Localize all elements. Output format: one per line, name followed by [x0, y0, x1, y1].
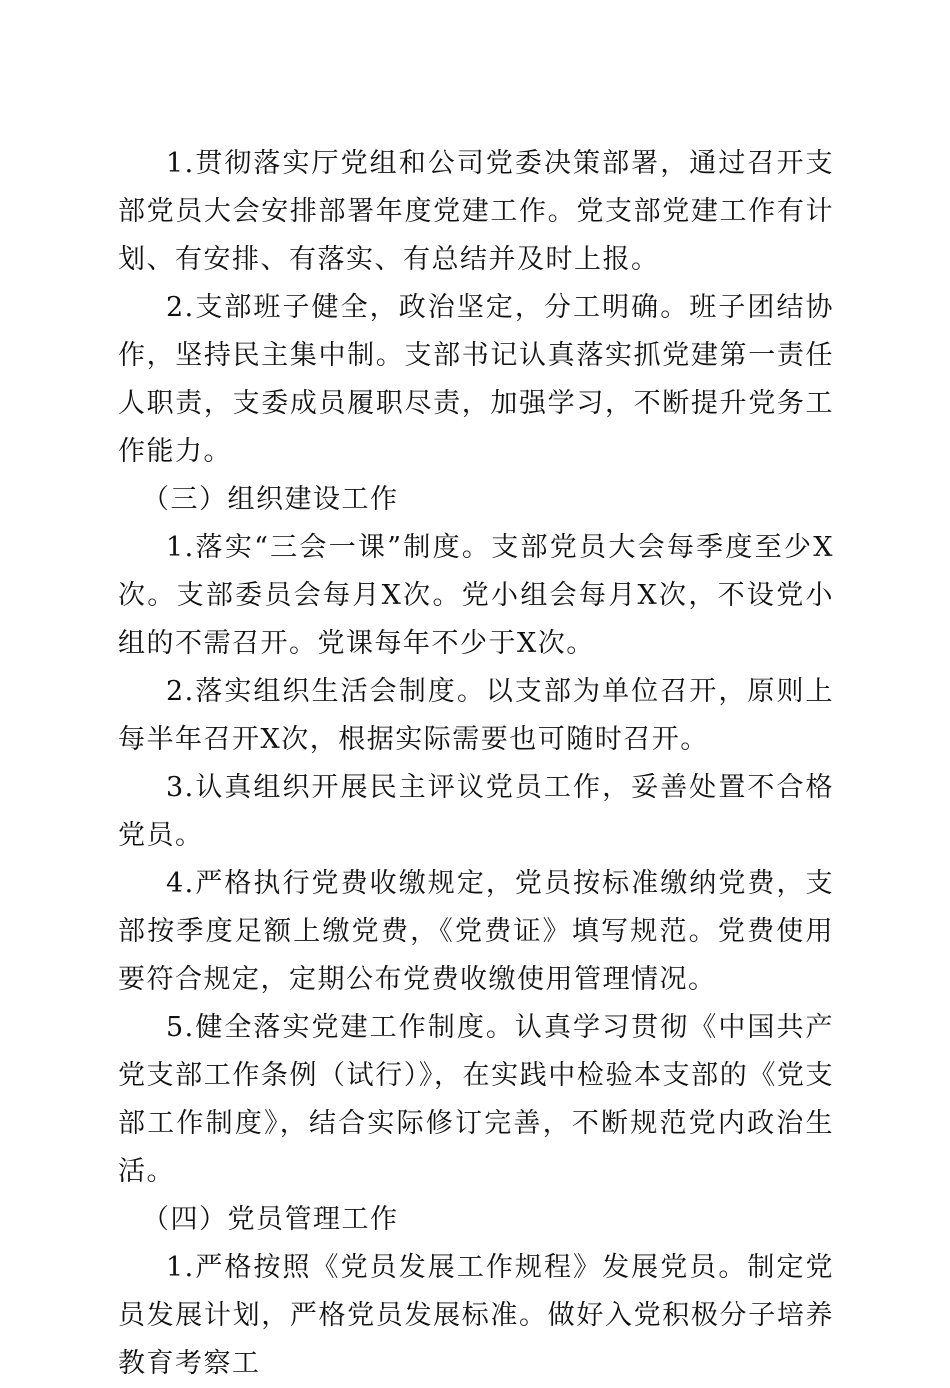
document-body	[118, 140, 834, 1388]
section-heading-3: （三）组织建设工作	[142, 484, 399, 515]
paragraph-3-3: 3.认真组织开展民主评议党员工作，妥善处置不合格党员。	[118, 772, 834, 851]
paragraph-3-2: 2.落实组织生活会制度。以支部为单位召开，原则上每半年召开X次，根据实际需要也可随时召开。	[118, 676, 834, 755]
paragraph-3-1: 1.落实“三会一课”制度。支部党员大会每季度至少X次。支部委员会每月X次。党小组会每月X次，不设党小组的不需召开。党课每年不少于X次。	[118, 532, 834, 659]
paragraph-2-1-2: 2.支部班子健全，政治坚定，分工明确。班子团结协作，坚持民主集中制。支部书记认真落实抓党建第一责任人职责，支委成员履职尽责，加强学习，不断提升党务工作能力。	[118, 292, 834, 467]
paragraph-3-5: 5.健全落实党建工作制度。认真学习贯彻《中国共产党支部工作条例（试行）》，在实践中检验本支部的《党支部工作制度》，结合实际修订完善，不断规范党内政治生活。	[118, 1012, 834, 1187]
paragraph-4-1: 1.严格按照《党员发展工作规程》发展党员。制定党员发展计划，严格党员发展标准。做好入党积极分子培养教育考察工	[118, 1252, 834, 1379]
paragraph-3-4: 4.严格执行党费收缴规定，党员按标准缴纳党费，支部按季度足额上缴党费，《党费证》填写规范。党费使用要符合规定，定期公布党费收缴使用管理情况。	[118, 868, 834, 995]
paragraph-2-1-1: 1.贯彻落实厅党组和公司党委决策部署，通过召开支部党员大会安排部署年度党建工作。党支部党建工作有计划、有安排、有落实、有总结并及时上报。	[118, 148, 834, 275]
section-heading-4: （四）党员管理工作	[142, 1204, 399, 1235]
